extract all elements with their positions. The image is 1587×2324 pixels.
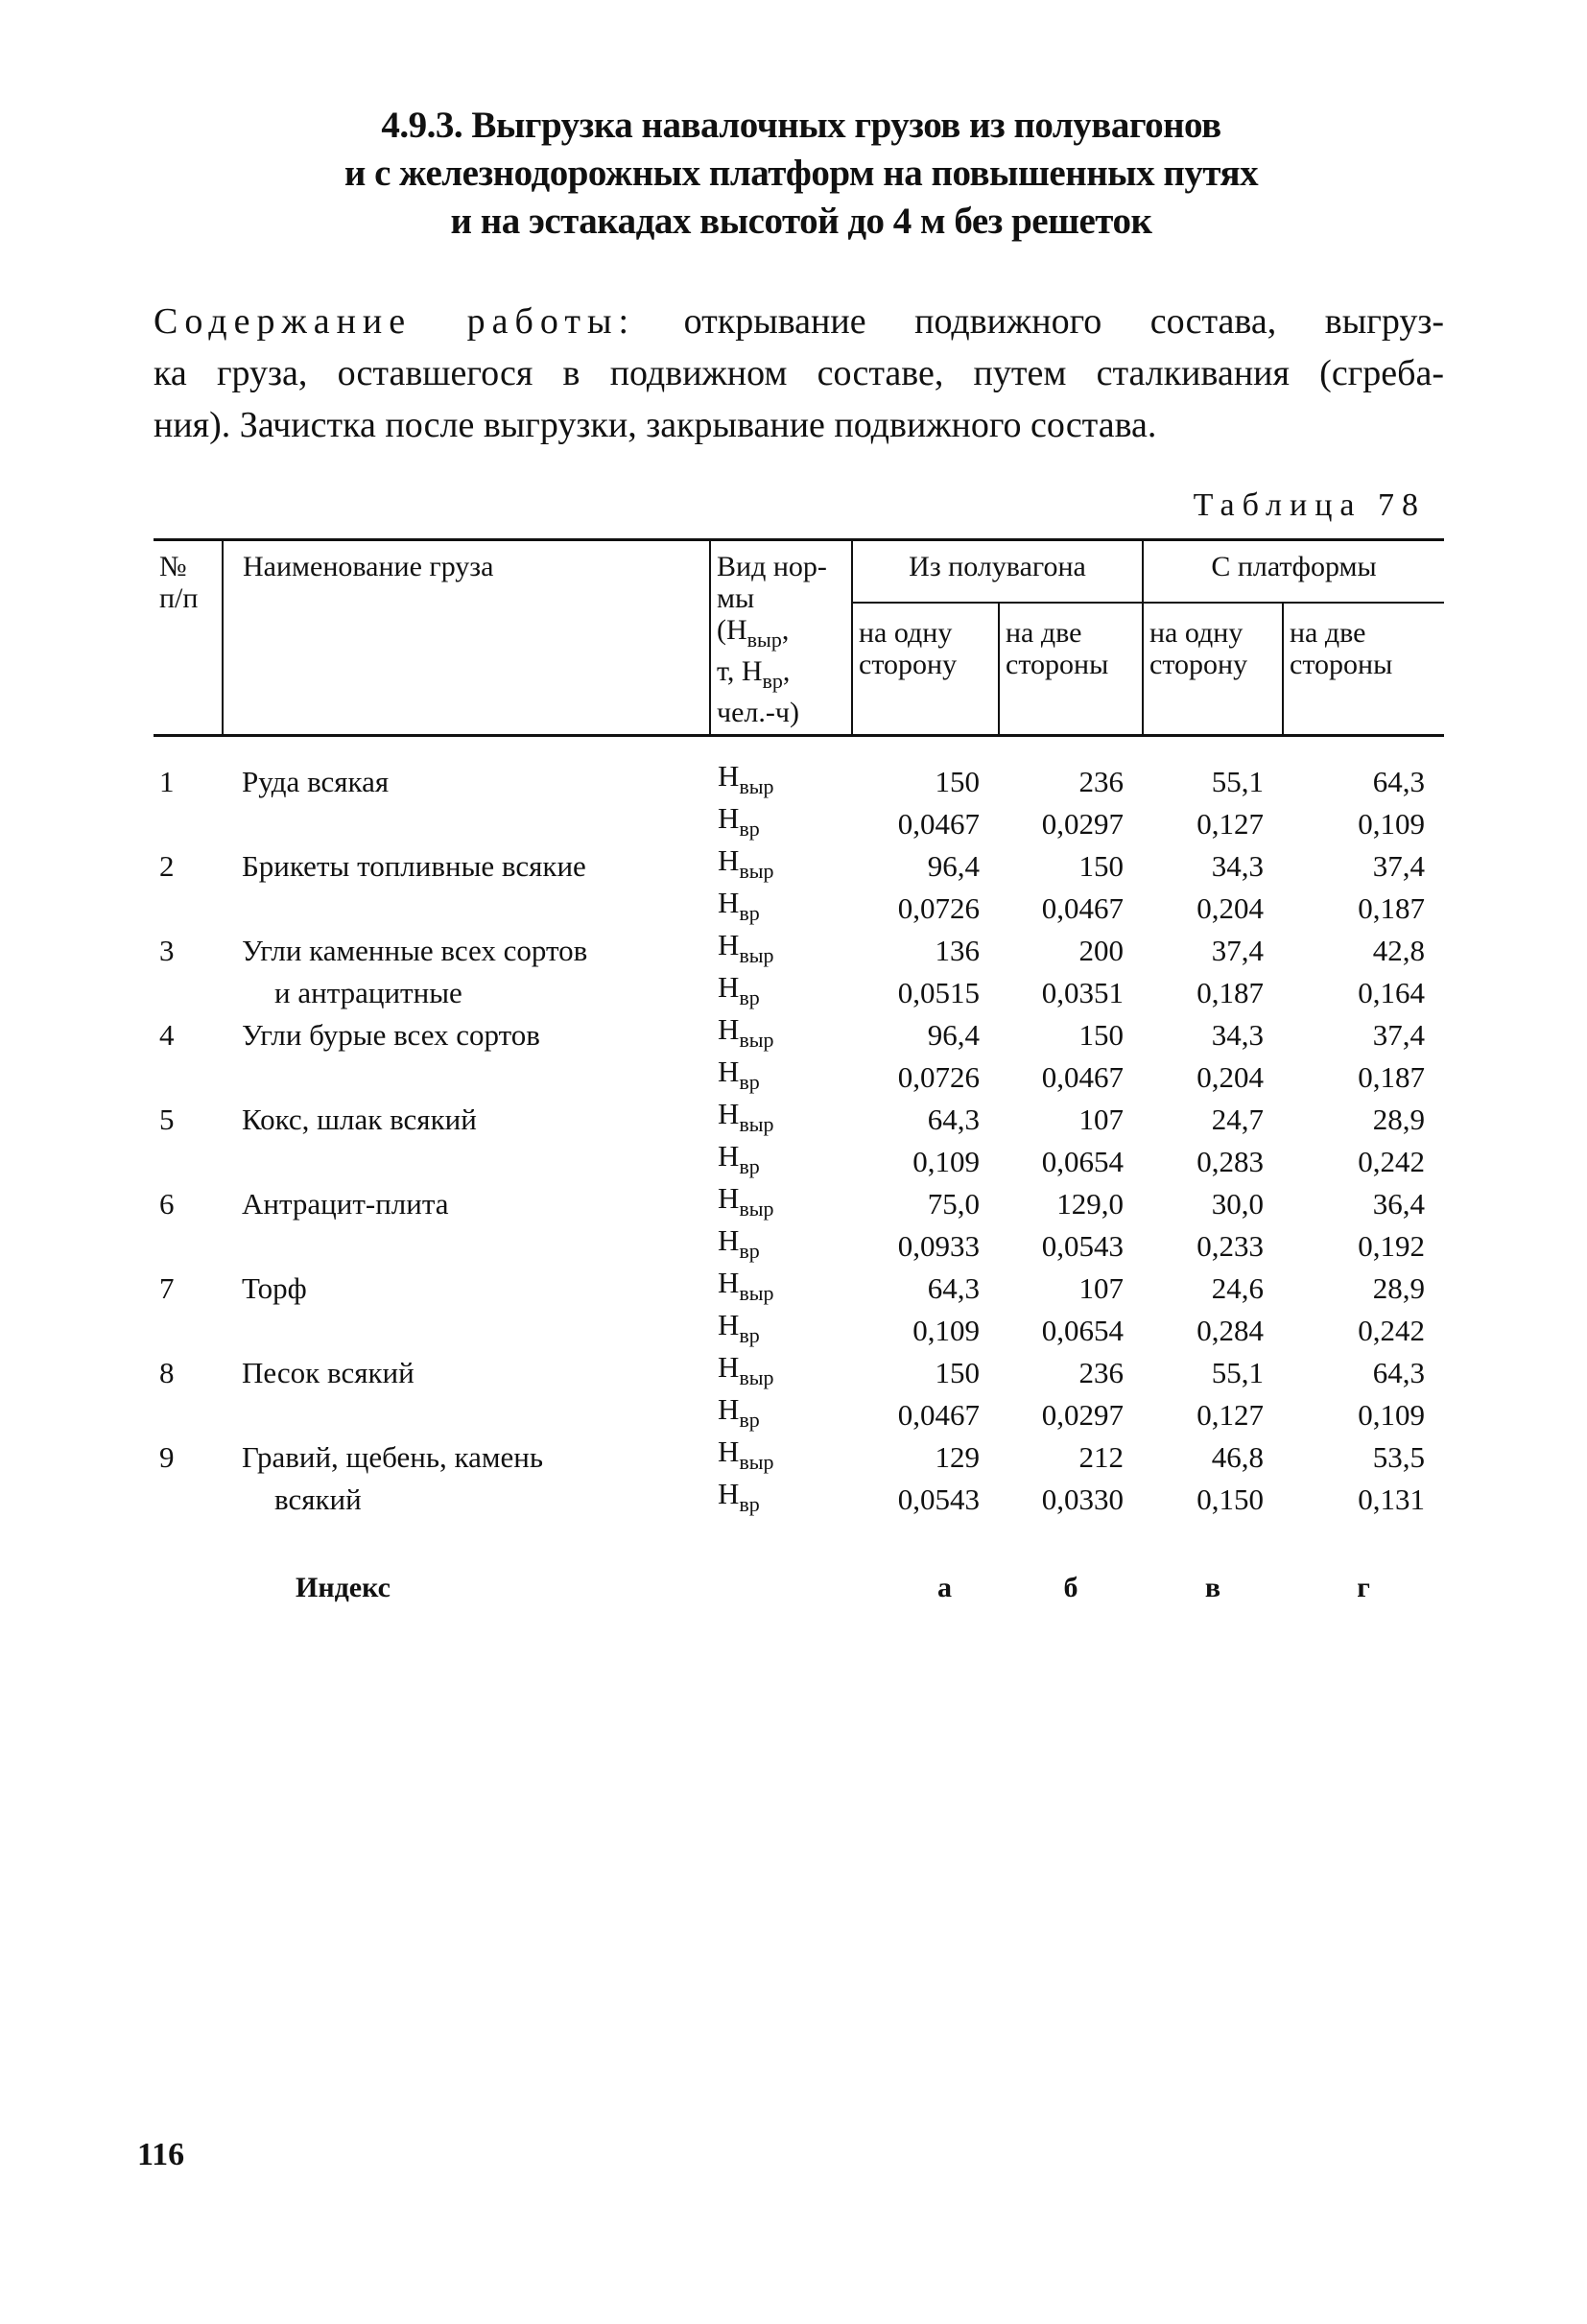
norm-value: 30,0 xyxy=(1211,1186,1264,1221)
header-from-platform: С платформы xyxy=(1143,540,1444,603)
norm-type-cell: $Н_{выр}$ xyxy=(718,1435,774,1474)
row-number xyxy=(154,1224,223,1267)
work-content-text: открывание подвижного состава, выгруз- xyxy=(683,301,1444,342)
row-number xyxy=(154,1393,223,1435)
cargo-name: Руда всякая xyxy=(242,764,390,798)
cargo-name xyxy=(223,887,710,929)
table-row xyxy=(154,971,1444,1013)
norm-value: 0,187 xyxy=(1196,975,1264,1009)
norm-type-cell: $Н_{выр}$ xyxy=(718,759,774,798)
row-number: 3 xyxy=(159,933,175,967)
cargo-name xyxy=(223,1309,710,1351)
norm-value: 75,0 xyxy=(927,1186,980,1221)
norm-value: 0,0933 xyxy=(897,1228,980,1263)
index-spacer xyxy=(154,1520,223,1607)
cargo-name xyxy=(223,1393,710,1435)
index-letter: в xyxy=(1204,1572,1221,1603)
cargo-name xyxy=(223,802,710,844)
norm-value: 236 xyxy=(1078,1355,1124,1389)
table-row xyxy=(154,1267,1444,1309)
norm-value: 55,1 xyxy=(1211,1355,1264,1389)
norm-value: 0,0654 xyxy=(1041,1313,1124,1347)
table-row xyxy=(154,844,1444,887)
cargo-name xyxy=(223,1140,710,1182)
table-row xyxy=(154,1182,1444,1224)
norm-value: 0,127 xyxy=(1196,1397,1264,1432)
index-letter: б xyxy=(1063,1572,1078,1603)
norm-value: 37,4 xyxy=(1211,933,1264,967)
norm-value: 24,6 xyxy=(1211,1270,1264,1305)
norm-type-cell: $Н_{вр}$ xyxy=(718,1308,760,1347)
norm-value: 0,0467 xyxy=(1041,1059,1124,1094)
cargo-name: и антрацитные xyxy=(274,975,462,1009)
norm-value: 0,0467 xyxy=(897,1397,980,1432)
table-row xyxy=(154,887,1444,929)
norm-value: 0,127 xyxy=(1196,806,1264,841)
row-number xyxy=(154,1140,223,1182)
norm-value: 0,187 xyxy=(1358,1059,1425,1094)
norm-value: 37,4 xyxy=(1372,1017,1425,1052)
index-row xyxy=(154,1520,1444,1607)
norm-type-cell: $Н_{вр}$ xyxy=(718,970,760,1009)
norm-value: 0,233 xyxy=(1196,1228,1264,1263)
work-content-paragraph xyxy=(154,296,1444,451)
header-from-gondola: Из полувагона xyxy=(852,540,1143,603)
norm-value: 34,3 xyxy=(1211,1017,1264,1052)
cargo-name: Гравий, щебень, камень xyxy=(242,1439,543,1474)
norm-value: 0,204 xyxy=(1196,1059,1264,1094)
heading-line: и с железнодорожных платформ на повышенных путях xyxy=(343,153,1259,194)
norm-value: 150 xyxy=(1078,1017,1124,1052)
table-row xyxy=(154,1098,1444,1140)
row-number: 2 xyxy=(159,848,175,883)
norm-value: 64,3 xyxy=(927,1270,980,1305)
header-num: № п/п xyxy=(154,540,223,736)
norm-value: 0,109 xyxy=(912,1313,980,1347)
norm-value: 28,9 xyxy=(1372,1102,1425,1136)
norm-value: 37,4 xyxy=(1372,848,1425,883)
norm-value: 0,131 xyxy=(1358,1482,1425,1516)
norm-value: 150 xyxy=(935,764,980,798)
row-number xyxy=(154,1055,223,1098)
norm-value: 53,5 xyxy=(1372,1439,1425,1474)
norm-type-cell: $Н_{вр}$ xyxy=(718,1055,760,1094)
header-name: Наименование груза xyxy=(223,540,710,736)
norms-table xyxy=(154,538,1444,1607)
table-row xyxy=(154,1435,1444,1478)
norm-value: 0,109 xyxy=(912,1144,980,1178)
row-number xyxy=(154,1309,223,1351)
norm-value: 0,0543 xyxy=(897,1482,980,1516)
work-content-label: Содержание работы: xyxy=(154,301,636,342)
norm-value: 0,0654 xyxy=(1041,1144,1124,1178)
table-row xyxy=(154,1224,1444,1267)
row-number xyxy=(154,887,223,929)
index-label: Индекс xyxy=(296,1572,391,1603)
header-platform-two-sides: на две стороны xyxy=(1283,603,1444,736)
cargo-name: Антрацит-плита xyxy=(242,1186,449,1221)
index-letter: г xyxy=(1357,1572,1370,1603)
norm-value: 136 xyxy=(935,933,980,967)
norm-type-cell: $Н_{выр}$ xyxy=(718,1097,774,1136)
table-row xyxy=(154,1013,1444,1055)
table-caption: Таблица 78 xyxy=(1193,487,1426,523)
cargo-name: Брикеты топливные всякие xyxy=(242,848,586,883)
norm-type-cell: $Н_{выр}$ xyxy=(718,1350,774,1389)
norm-type-cell: $Н_{вр}$ xyxy=(718,801,760,841)
norm-value: 0,0297 xyxy=(1041,806,1124,841)
row-number: 5 xyxy=(159,1102,175,1136)
norm-type-cell: $Н_{вр}$ xyxy=(718,1139,760,1178)
table-row xyxy=(154,1478,1444,1520)
norm-value: 0,204 xyxy=(1196,890,1264,925)
norm-type-cell: $Н_{выр}$ xyxy=(718,843,774,883)
norm-value: 96,4 xyxy=(927,848,980,883)
norm-value: 0,0467 xyxy=(897,806,980,841)
work-content-text: ния). Зачистка после выгрузки, закрывание подвижного состава. xyxy=(154,405,1157,445)
work-content-text: ка груза, оставшегося в подвижном составе, путем сталкивания (сгреба- xyxy=(154,353,1444,393)
norm-value: 0,150 xyxy=(1196,1482,1264,1516)
norm-value: 34,3 xyxy=(1211,848,1264,883)
norm-value: 200 xyxy=(1078,933,1124,967)
norm-value: 0,0351 xyxy=(1041,975,1124,1009)
norm-value: 64,3 xyxy=(1372,764,1425,798)
header-platform-one-side: на одну сторону xyxy=(1143,603,1283,736)
norm-value: 0,192 xyxy=(1358,1228,1425,1263)
table-row xyxy=(154,1055,1444,1098)
row-number: 7 xyxy=(159,1270,175,1305)
norm-value: 0,0467 xyxy=(1041,890,1124,925)
row-number xyxy=(154,971,223,1013)
norm-value: 236 xyxy=(1078,764,1124,798)
norm-value: 0,0726 xyxy=(897,1059,980,1094)
norm-value: 107 xyxy=(1078,1102,1124,1136)
header-gondola-one-side: на одну сторону xyxy=(852,603,999,736)
norm-type-cell: $Н_{вр}$ xyxy=(718,1223,760,1263)
norm-value: 0,242 xyxy=(1358,1313,1425,1347)
norm-type-cell: $Н_{вр}$ xyxy=(718,1392,760,1432)
norm-type-cell: $Н_{вр}$ xyxy=(718,1477,760,1516)
row-number: 6 xyxy=(159,1186,175,1221)
index-letter: а xyxy=(937,1572,952,1603)
cargo-name: Песок всякий xyxy=(242,1355,415,1389)
row-number xyxy=(154,1478,223,1520)
norm-value: 0,284 xyxy=(1196,1313,1264,1347)
norm-type-cell: $Н_{выр}$ xyxy=(718,1266,774,1305)
row-number: 8 xyxy=(159,1355,175,1389)
norm-value: 129,0 xyxy=(1056,1186,1124,1221)
index-spacer xyxy=(710,1520,852,1607)
norm-type-cell: $Н_{выр}$ xyxy=(718,1181,774,1221)
norm-value: 0,242 xyxy=(1358,1144,1425,1178)
cargo-name: Угли каменные всех сортов xyxy=(242,933,588,967)
row-number xyxy=(154,802,223,844)
norm-type-cell: $Н_{выр}$ xyxy=(718,1012,774,1052)
row-number: 9 xyxy=(159,1439,175,1474)
table-row xyxy=(154,929,1444,971)
table-row xyxy=(154,802,1444,844)
header-norm-type: Вид нор- мы ($Н_{выр}$, т, $Н_{вр}$, чел.-ч) xyxy=(710,540,852,736)
cargo-name: Угли бурые всех сортов xyxy=(242,1017,540,1052)
norm-value: 0,164 xyxy=(1358,975,1425,1009)
table-row xyxy=(154,1309,1444,1351)
cargo-name: Торф xyxy=(242,1270,307,1305)
cargo-name: Кокс, шлак всякий xyxy=(242,1102,477,1136)
norm-value: 0,283 xyxy=(1196,1144,1264,1178)
section-heading xyxy=(154,102,1449,246)
cargo-name xyxy=(223,1055,710,1098)
norm-value: 64,3 xyxy=(1372,1355,1425,1389)
table-row xyxy=(154,736,1444,803)
norm-value: 55,1 xyxy=(1211,764,1264,798)
norm-value: 150 xyxy=(1078,848,1124,883)
norm-value: 0,0297 xyxy=(1041,1397,1124,1432)
norm-value: 36,4 xyxy=(1372,1186,1425,1221)
norm-value: 0,187 xyxy=(1358,890,1425,925)
norm-value: 96,4 xyxy=(927,1017,980,1052)
heading-line: и на эстакадах высотой до 4 м без решеток xyxy=(450,201,1152,242)
norm-value: 24,7 xyxy=(1211,1102,1264,1136)
norm-value: 28,9 xyxy=(1372,1270,1425,1305)
norm-value: 129 xyxy=(935,1439,980,1474)
norm-value: 46,8 xyxy=(1211,1439,1264,1474)
table-row xyxy=(154,1140,1444,1182)
norm-value: 150 xyxy=(935,1355,980,1389)
norm-value: 0,0726 xyxy=(897,890,980,925)
row-number: 1 xyxy=(159,764,175,798)
norm-type-cell: $Н_{выр}$ xyxy=(718,928,774,967)
norm-value: 64,3 xyxy=(927,1102,980,1136)
cargo-name: всякий xyxy=(274,1482,362,1516)
norm-value: 107 xyxy=(1078,1270,1124,1305)
norm-value: 0,0543 xyxy=(1041,1228,1124,1263)
row-number: 4 xyxy=(159,1017,175,1052)
norm-value: 0,0515 xyxy=(897,975,980,1009)
table-row xyxy=(154,1393,1444,1435)
heading-line: 4.9.3. Выгрузка навалочных грузов из полувагонов xyxy=(381,105,1221,146)
norm-value: 42,8 xyxy=(1372,933,1425,967)
norm-value: 212 xyxy=(1078,1439,1124,1474)
norm-value: 0,109 xyxy=(1358,806,1425,841)
table-row xyxy=(154,1351,1444,1393)
norm-type-cell: $Н_{вр}$ xyxy=(718,886,760,925)
cargo-name xyxy=(223,1224,710,1267)
page-number: 116 xyxy=(137,2137,185,2172)
header-gondola-two-sides: на две стороны xyxy=(999,603,1143,736)
norm-value: 0,0330 xyxy=(1041,1482,1124,1516)
norm-value: 0,109 xyxy=(1358,1397,1425,1432)
